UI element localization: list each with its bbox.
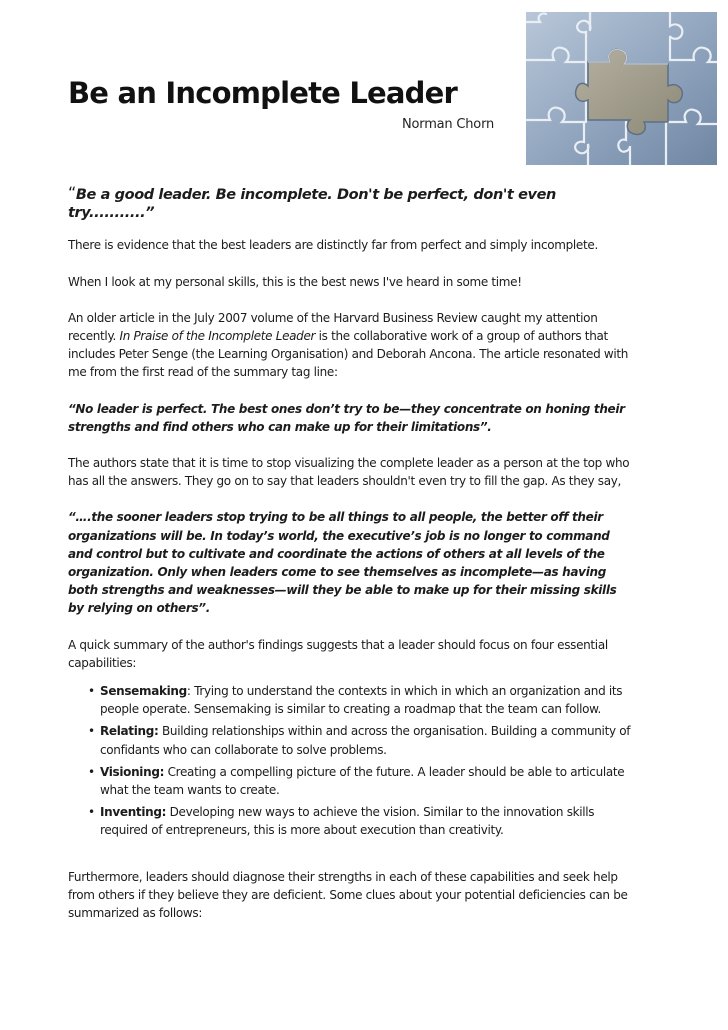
paragraph: A quick summary of the author's findings suggests that a leader should focus on four essential capabilities: <box>68 637 608 670</box>
pull-quote: “No leader is perfect. The best ones don’t try to be—they concentrate on honing their strengths and find others who can make up for their limitations”. <box>68 401 625 434</box>
capabilities-list <box>68 682 634 840</box>
capability-term: Inventing: <box>100 805 167 820</box>
capability-separator: : <box>186 684 195 699</box>
paragraph: The authors state that it is time to stop visualizing the complete leader as a person at the top who has all the answers. They go on to say that leaders shouldn't even try to fill the gap. As they say, <box>68 456 630 489</box>
paragraph-hbr-article <box>68 309 634 382</box>
article-body <box>68 184 634 940</box>
capability-term: Visioning: <box>100 764 165 779</box>
pull-quote: “….the sooner leaders stop trying to be all things to all people, the better off their organizations will be. In today’s world, the executive’s job is no longer to command and control but to cultivate and coordinate the actions of others at all levels of the organization. Only when leaders come to see themselves as incomplete—as having both strengths and weaknesses—will they be able to make up for their missing skills by relying on others”. <box>68 510 617 616</box>
capability-term: Relating: <box>100 724 159 739</box>
capability-text: Developing new ways to achieve the vision. Similar to the innovation skills required of entrepreneurs, this is more about execution than creativity. <box>100 805 595 838</box>
list-item <box>88 803 634 839</box>
capability-text: Building relationships within and across the organisation. Building a community of confidants who can collaborate to solve problems. <box>100 724 631 757</box>
list-item <box>88 682 634 718</box>
paragraph: When I look at my personal skills, this is the best news I've heard in some time! <box>68 274 522 289</box>
headline-quote <box>68 184 634 222</box>
bullet-icon: • <box>88 724 95 739</box>
list-item <box>88 722 634 758</box>
article-title-italic: In Praise of the Incomplete Leader <box>119 329 316 344</box>
paragraph: There is evidence that the best leaders are distinctly far from perfect and simply incomplete. <box>68 238 598 253</box>
capability-text: Creating a compelling picture of the future. A leader should be able to articulate what the team wants to create. <box>100 764 625 798</box>
bullet-icon: • <box>88 805 95 820</box>
capability-text: Trying to understand the contexts in which in which an organization and its people operate. Sensemaking is similar to creating a roadmap that the team can follow. <box>100 684 623 717</box>
bullet-icon: • <box>88 684 95 699</box>
bullet-icon: • <box>88 764 95 779</box>
author-name: Norman Chorn <box>402 117 495 132</box>
article-title: Be an Incomplete Leader <box>68 76 457 110</box>
list-item <box>88 763 634 799</box>
puzzle-missing-piece-image <box>526 12 717 165</box>
capability-term: Sensemaking <box>100 684 187 699</box>
open-quote-mark: “ <box>68 183 76 202</box>
paragraph-text: An older article in the July 2007 volume of the Harvard Business Review caught my attention recently. <box>68 310 598 344</box>
headline-quote-text: Be a good leader. Be incomplete. Don't be perfect, don't even try...........” <box>68 187 556 222</box>
paragraph-text: is the collaborative work of a group of authors that includes Peter Senge (the Learning Organisation) and Deborah Ancona. The article resonated with me from the first read of the summary tag line: <box>68 329 629 380</box>
paragraph: Furthermore, leaders should diagnose their strengths in each of these capabilities and seek help from others if they believe they are deficient. Some clues about your potential deficiencies can be summarized as follows: <box>68 869 628 921</box>
